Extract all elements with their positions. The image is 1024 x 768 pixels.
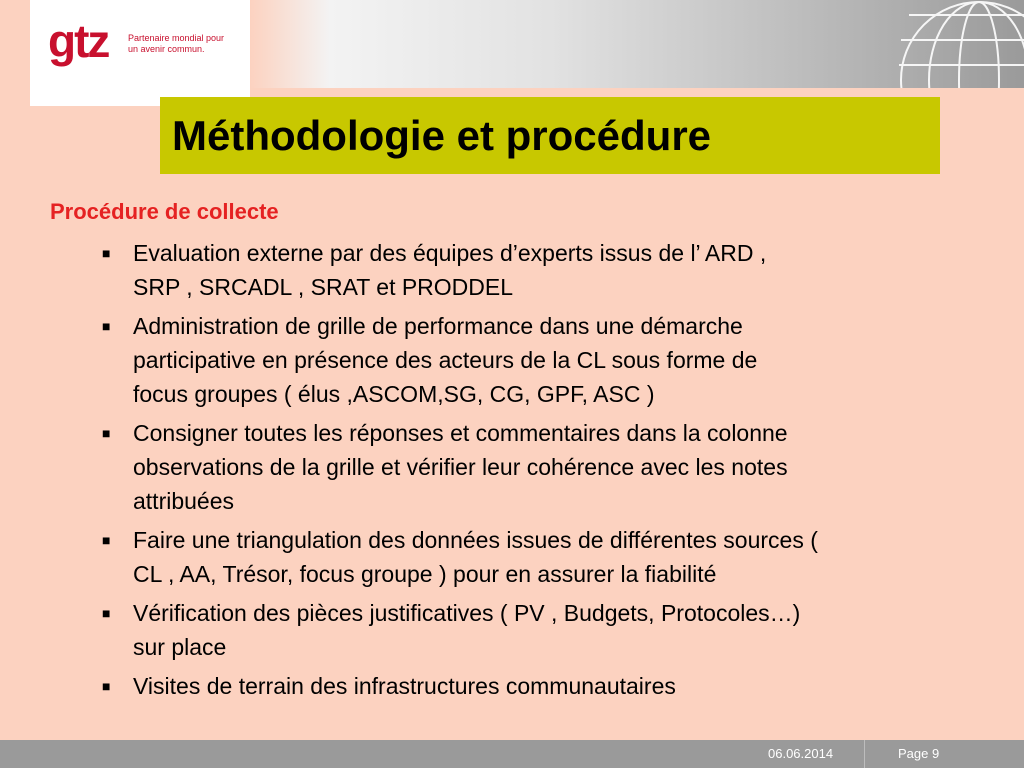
bullet-line: SRP , SRCADL , SRAT et PRODDEL xyxy=(133,274,514,300)
bullet-line: attribuées xyxy=(133,488,235,514)
bullet-line: Visites de terrain des infrastructures communautaires xyxy=(133,673,676,699)
bullet-line: Administration de grille de performance dans une démarche xyxy=(133,313,743,339)
bullet-item xyxy=(100,596,990,664)
globe-grid-icon xyxy=(884,0,1024,88)
footer-separator xyxy=(864,740,865,768)
logo-tagline xyxy=(128,33,224,55)
bullet-line: sur place xyxy=(133,634,227,660)
square-bullet-icon: ■ xyxy=(102,532,111,548)
bullet-line: observations de la grille et vérifier leur cohérence avec les notes xyxy=(133,454,788,480)
square-bullet-icon: ■ xyxy=(102,605,111,621)
bullet-item xyxy=(100,669,990,703)
footer-page-number: Page 9 xyxy=(898,746,940,761)
square-bullet-icon: ■ xyxy=(102,318,111,334)
bullet-line: Consigner toutes les réponses et commentaires dans la colonne xyxy=(133,420,788,446)
bullet-list xyxy=(100,236,990,708)
footer-bar xyxy=(0,740,1024,768)
bullet-item xyxy=(100,416,990,518)
bullet-item xyxy=(100,309,990,411)
bullet-line: Evaluation externe par des équipes d’experts issus de l’ ARD , xyxy=(133,240,767,266)
slide-title: Méthodologie et procédure xyxy=(172,111,712,159)
square-bullet-icon: ■ xyxy=(102,245,111,261)
logo-tagline-line2: un avenir commun. xyxy=(128,44,205,54)
bullet-line: focus groupes ( élus ,ASCOM,SG, CG, GPF, ASC ) xyxy=(133,381,655,407)
title-bar xyxy=(160,97,940,174)
bullet-item xyxy=(100,523,990,591)
bullet-line: CL , AA, Trésor, focus groupe ) pour en assurer la fiabilité xyxy=(133,561,717,587)
square-bullet-icon: ■ xyxy=(102,678,111,694)
logo-tagline-line1: Partenaire mondial pour xyxy=(128,33,225,43)
bullet-item xyxy=(100,236,990,304)
bullet-line: participative en présence des acteurs de la CL sous forme de xyxy=(133,347,758,373)
bullet-line: Vérification des pièces justificatives ( PV , Budgets, Protocoles…) xyxy=(133,600,801,626)
logo-wordmark: gtz xyxy=(48,15,109,67)
square-bullet-icon: ■ xyxy=(102,425,111,441)
logo xyxy=(30,0,250,106)
footer-date: 06.06.2014 xyxy=(768,746,834,761)
section-heading: Procédure de collecte xyxy=(50,199,279,224)
bullet-line: Faire une triangulation des données issues de différentes sources ( xyxy=(133,527,818,553)
